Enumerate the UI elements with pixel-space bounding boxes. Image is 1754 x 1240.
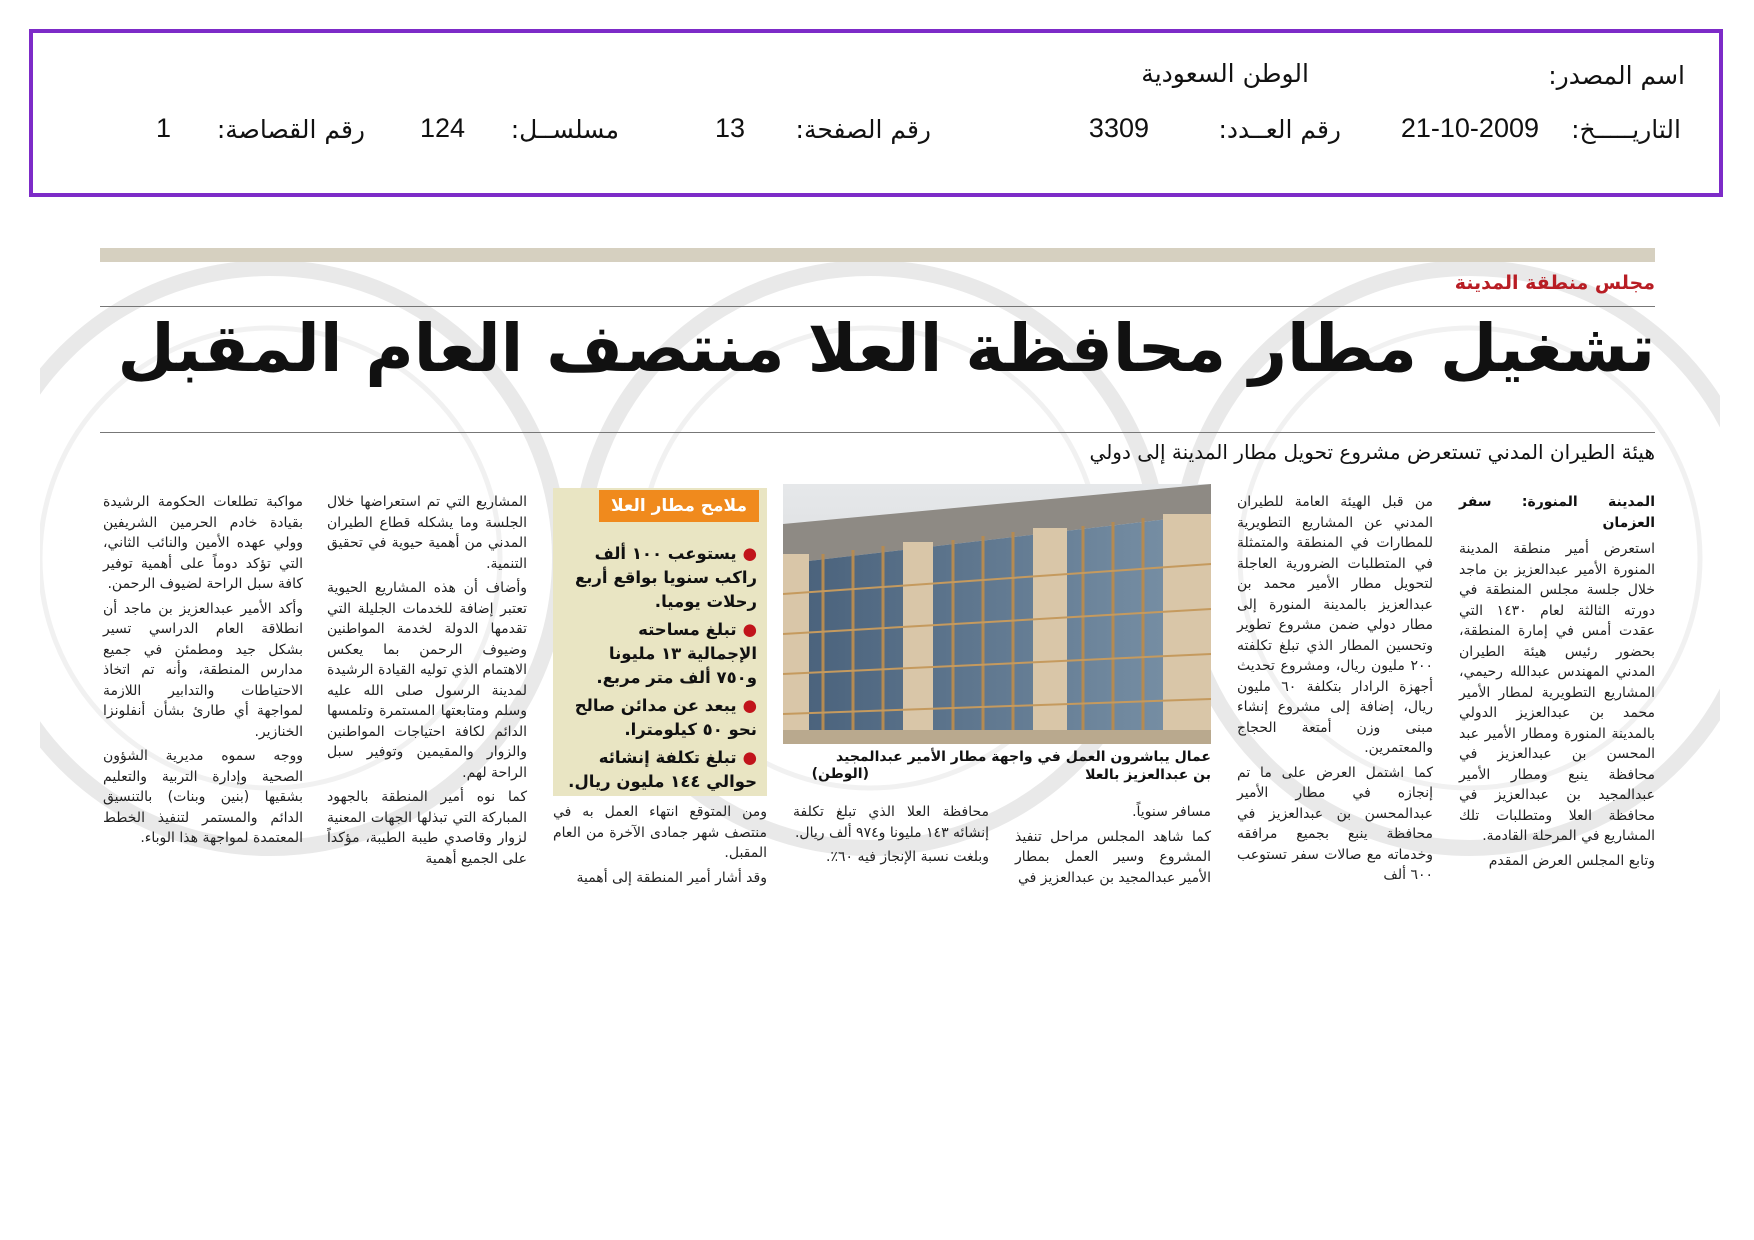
fact-list <box>567 542 757 798</box>
article-column-2 <box>1237 492 1433 890</box>
paragraph: وبلغت نسبة الإنجاز فيه ٦٠٪. <box>826 849 989 865</box>
paragraph: المشاريع التي تم استعراضها خلال الجلسة وما يشكله قطاع الطيران المدني من أهمية حيوية في تحقيق التنمية. <box>327 494 527 572</box>
issue-value: 3309 <box>1088 113 1149 143</box>
article-column-5 <box>553 802 767 892</box>
page-value: 13 <box>714 113 745 143</box>
fact-item: ●يستوعب ١٠٠ ألف راكب سنويا بواقع أربع رحلات يوميا. <box>574 544 757 611</box>
clip-number-label: رقم القصاصة: <box>216 115 365 144</box>
paragraph: ووجه سموه مديرية الشؤون الصحية وإدارة التربية والتعليم بشقيها (بنين وبنات) بالتنسيق الدائم والمستمر لتنفيذ الخطط المعتمدة لمواجهة هذا الوباء. <box>103 748 303 846</box>
paragraph: مسافر سنوياً. <box>1132 804 1211 820</box>
newspaper-clipping <box>100 248 1655 928</box>
paragraph: وتابع المجلس العرض المقدم <box>1488 852 1655 869</box>
article-subheadline: هيئة الطيران المدني تستعرض مشروع تحويل مطار المدينة إلى دولي <box>1089 440 1655 464</box>
paragraph: وأكد الأمير عبدالعزيز بن ماجد أن انطلاقة العام الدراسي تسير بشكل جيد ومطمئن في جميع مدارس المنطقة، وأنه تم اتخاذ الاحتياطات والتدابير اللازمة لمواجهة أي طارئ بشأن أنفلونزا الخنازير. <box>103 600 303 740</box>
source-value: الوطن السعودية <box>1141 59 1309 88</box>
paragraph: مواكبة تطلعات الحكومة الرشيدة بقيادة خادم الحرمين الشريفين وولي عهده الأمين والنائب الثاني، التي تؤكد دوماً على أهمية توفير كافة سبل الراحة لضيوف الرحمن. <box>103 494 303 592</box>
fact-box <box>553 488 767 796</box>
bullet-icon: ● <box>742 620 757 639</box>
bullet-icon: ● <box>742 696 757 715</box>
article-column-6 <box>327 492 527 873</box>
paragraph: وقد أشار أمير المنطقة إلى أهمية <box>576 869 767 886</box>
issue-label: رقم العــدد: <box>1218 115 1341 144</box>
fact-item: ●تبلغ مساحته الإجمالية ١٣ مليونا و٧٥٠ ألف متر مربع. <box>596 620 757 687</box>
paragraph: كما نوه أمير المنطقة بالجهود المباركة التي تبذلها الجهات المعنية لزوار وقاصدي طيبة الطيبة، مؤكداً على الجميع أهمية <box>327 789 527 867</box>
airport-photo <box>783 484 1211 744</box>
fact-box-title: ملامح مطار العلا <box>599 490 759 522</box>
paragraph: من قبل الهيئة العامة للطيران المدني عن المشاريع التطويرية للمطارات في المنطقة والمتمثلة في المتطلبات الضرورية العاجلة لتحويل مطار الأمير محمد بن عبدالعزيز بالمدينة المنورة إلى مطار دولي ضمن مشروع تطوير وتحسين المطار الذي تبلغ تكلفته ٢٠٠ مليون ريال، ومشروع تحديث أجهزة الرادار بتكلفة ٦٠ مليون ريال، إضافة إلى مشروع إنشاء مبنى وزن أمتعة الحجاج والمعتمرين. <box>1237 494 1433 756</box>
source-info-box <box>29 29 1723 197</box>
clip-number-value: 1 <box>155 113 171 143</box>
paragraph: وأضاف أن هذه المشاريع الحيوية تعتبر إضافة للخدمات الجليلة التي تقدمها الدولة لخدمة المواطنين وضيوف الرحمن بما يعكس الاهتمام الذي توليه القيادة الرشيدة لمدينة الرسول صلى الله عليه وسلم ومتابعتها المستمرة وتلمسها الدائم لكافة احتياجات المواطنين والزوار والمقيمين وتوفير سبل الراحة لهم. <box>327 580 527 781</box>
bullet-icon: ● <box>742 544 757 563</box>
divider-line <box>100 306 1655 307</box>
photo-caption: عمال يباشرون العمل في واجهة مطار الأمير عبدالمجيد بن عبدالعزيز بالعلا <box>836 749 1211 783</box>
airport-construction-photo-icon <box>783 484 1211 744</box>
article-column-1 <box>1459 492 1655 875</box>
photo-credit: (الوطن) <box>811 766 869 782</box>
section-label: مجلس منطقة المدينة <box>1454 272 1655 294</box>
source-label: اسم المصدر: <box>1548 61 1685 90</box>
article-column-3 <box>1015 802 1211 892</box>
fact-item: ●تبلغ تكلفة إنشائه حوالي ١٤٤ مليون ريال. <box>568 748 757 791</box>
paragraph: محافظة العلا الذي تبلغ تكلفة إنشائه ١٤٣ مليونا و٩٧٤ ألف ريال. <box>793 804 989 841</box>
article-column-7 <box>103 492 303 853</box>
paragraph: كما شاهد المجلس مراحل تنفيذ المشروع وسير العمل بمطار الأمير عبدالمجيد بن عبدالعزيز في <box>1015 828 1211 886</box>
paragraph: استعرض أمير منطقة المدينة المنورة الأمير عبدالعزيز بن ماجد خلال جلسة مجلس المنطقة في دورته الثالثة لعام ١٤٣٠ التي عقدت أمس في إمارة المنطقة، بحضور رئيس هيئة الطيران المدني المهندس عبدالله رحيمي، المشاريع التطويرية لمطار الأمير محمد بن عبدالعزيز الدولي بالمدينة المنورة ومطار الأمير عبد المحسن بن عبدالعزيز في محافظة ينبع ومطار الأمير عبدالمجيد بن عبدالعزيز في محافظة العلا ومتطلبات تلك المشاريع في المرحلة القادمة. <box>1459 541 1655 844</box>
paragraph: ومن المتوقع انتهاء العمل به في منتصف شهر جمادى الآخرة من العام المقبل. <box>553 804 767 861</box>
page-label: رقم الصفحة: <box>795 115 931 144</box>
paragraph: كما اشتمل العرض على ما تم إنجازه في مطار الأمير عبدالمحسن بن عبدالعزيز في محافظة ينبع بجميع مرافقه وخدماته مع صالات سفر تستوعب ٦٠٠ ألف <box>1237 764 1433 883</box>
serial-value: 124 <box>419 113 465 143</box>
divider-line <box>100 432 1655 433</box>
serial-label: مسلســل: <box>510 115 619 144</box>
byline: المدينة المنورة: سفر العزمان <box>1459 494 1655 531</box>
fact-item: ●يبعد عن مدائن صالح نحو ٥٠ كيلومترا. <box>574 696 757 739</box>
date-label: التاريـــــخ: <box>1571 115 1681 144</box>
date-value: 21-10-2009 <box>1400 113 1539 143</box>
bullet-icon: ● <box>742 748 757 767</box>
top-decorative-bar <box>100 248 1655 262</box>
article-column-4 <box>793 802 989 872</box>
article-headline: تشغيل مطار محافظة العلا منتصف العام المقبل <box>117 310 1655 387</box>
